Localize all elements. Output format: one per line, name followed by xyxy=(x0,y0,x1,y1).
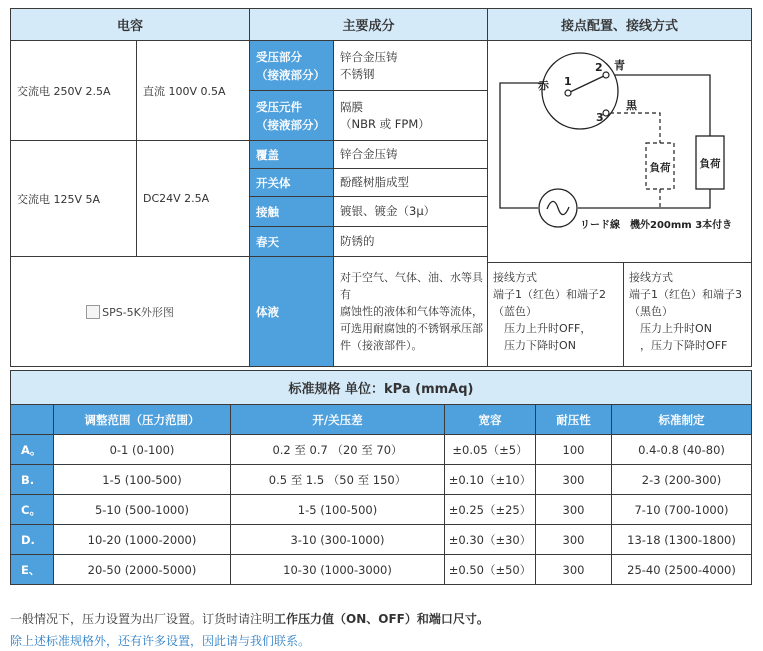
cell-tolerance: ±0.25（±25） xyxy=(445,495,536,525)
product-image-alt: SPS-5K外形图 xyxy=(102,305,174,319)
material-value-spring: 防锈的 xyxy=(334,227,488,257)
table-row xyxy=(11,435,752,465)
red-wire-label: 赤 xyxy=(538,79,550,92)
product-image-placeholder xyxy=(11,257,250,367)
material-label-cover: 覆盖 xyxy=(250,141,334,169)
wiring-method-left: 接线方式 端子1（红色）和端子2（蓝色） 压力上升时OFF， 压力下降时ON xyxy=(488,263,624,367)
cell-differential: 1-5 (100-500) xyxy=(231,495,445,525)
cell-range: 5-10 (500-1000) xyxy=(54,495,231,525)
contact-note: 除上述标准规格外，还有许多设置，因此请与我们联系。 xyxy=(10,634,311,648)
row-label: D. xyxy=(11,525,54,555)
cell-tolerance: ±0.50（±50） xyxy=(445,555,536,585)
cell-standard-setting: 25-40 (2500-4000) xyxy=(612,555,752,585)
row-label: A。 xyxy=(11,435,54,465)
table-row xyxy=(11,465,752,495)
circuit-wire-dashed xyxy=(610,113,660,143)
product-overview-table xyxy=(10,8,752,367)
material-label-contact: 接触 xyxy=(250,197,334,227)
spec-col-pressure-resistance: 耐压性 xyxy=(536,405,612,435)
load1-label: 負荷 xyxy=(649,162,671,174)
cell-range: 1-5 (100-500) xyxy=(54,465,231,495)
row-label: E、 xyxy=(11,555,54,585)
broken-image-icon xyxy=(86,305,100,319)
spec-col-range: 调整范围（压力范围） xyxy=(54,405,231,435)
cell-range: 20-50 (2000-5000) xyxy=(54,555,231,585)
material-value-contact: 镀银、镀金（3μ） xyxy=(334,197,488,227)
spec-title: 标准规格 单位：kPa (mmAq) xyxy=(11,371,752,405)
cell-standard-setting: 13-18 (1300-1800) xyxy=(612,525,752,555)
material-label-pressure-element: 受压元件 （接液部分） xyxy=(250,91,334,141)
cell-differential: 10-30 (1000-3000) xyxy=(231,555,445,585)
cell-differential: 0.2 至 0.7 （20 至 70） xyxy=(231,435,445,465)
terminal2-dot xyxy=(603,72,609,78)
spec-col-differential: 开/关压差 xyxy=(231,405,445,435)
cell-differential: 0.5 至 1.5 （50 至 150） xyxy=(231,465,445,495)
material-label-switch-body: 开关体 xyxy=(250,169,334,197)
lead-wire-label: リード線 機外200mm 3本付き xyxy=(580,220,733,231)
cell-pressure-resistance: 300 xyxy=(536,465,612,495)
cell-tolerance: ±0.10（±10） xyxy=(445,465,536,495)
capacity-dc100: 直流 100V 0.5A xyxy=(137,41,250,141)
table-row xyxy=(11,525,752,555)
spec-col-standard-setting: 标准制定 xyxy=(612,405,752,435)
capacity-ac125: 交流电 125V 5A xyxy=(11,141,137,257)
material-label-pressure-part: 受压部分 （接液部分） xyxy=(250,41,334,91)
material-label-fluid: 体液 xyxy=(250,257,334,367)
circuit-wire-top xyxy=(606,75,710,136)
switch-body xyxy=(542,53,618,129)
terminal3-label: 3 xyxy=(596,111,604,124)
table-row xyxy=(11,495,752,525)
wiring-diagram xyxy=(488,41,750,247)
cell-pressure-resistance: 300 xyxy=(536,525,612,555)
spec-col-tolerance: 宽容 xyxy=(445,405,536,435)
cell-standard-setting: 0.4-0.8 (40-80) xyxy=(612,435,752,465)
material-value-cover: 锌合金压铸 xyxy=(334,141,488,169)
table-row xyxy=(11,555,752,585)
capacity-dc24: DC24V 2.5A xyxy=(137,141,250,257)
cell-range: 10-20 (1000-2000) xyxy=(54,525,231,555)
material-value-pressure-element: 隔膜 （NBR 或 FPM） xyxy=(334,91,488,141)
blue-wire-label: 青 xyxy=(614,59,626,72)
wiring-diagram-cell xyxy=(488,41,752,263)
cell-pressure-resistance: 100 xyxy=(536,435,612,465)
cell-tolerance: ±0.05（±5） xyxy=(445,435,536,465)
spec-col-empty xyxy=(11,405,54,435)
cell-tolerance: ±0.30（±30） xyxy=(445,525,536,555)
cell-standard-setting: 7-10 (700-1000) xyxy=(612,495,752,525)
material-value-switch-body: 酚醛树脂成型 xyxy=(334,169,488,197)
note-text: 一般情况下，压力设置为出厂设置。订货时请注明 xyxy=(10,612,275,626)
cell-range: 0-1 (0-100) xyxy=(54,435,231,465)
cell-pressure-resistance: 300 xyxy=(536,495,612,525)
circuit-wire-bottom xyxy=(578,189,710,208)
material-label-spring: 春天 xyxy=(250,227,334,257)
materials-header: 主要成分 xyxy=(250,9,488,41)
terminal2-label: 2 xyxy=(595,61,603,74)
cell-pressure-resistance: 300 xyxy=(536,555,612,585)
capacity-ac250: 交流电 250V 2.5A xyxy=(11,41,137,141)
wiring-header: 接点配置、接线方式 xyxy=(488,9,752,41)
row-label: C。 xyxy=(11,495,54,525)
row-label: B. xyxy=(11,465,54,495)
note-emphasis: 工作压力值（ON、OFF）和端口尺寸。 xyxy=(274,612,489,626)
capacity-header: 电容 xyxy=(11,9,250,41)
terminal1-dot xyxy=(565,90,571,96)
terminal3-dot xyxy=(603,110,609,116)
factory-setting-note xyxy=(10,610,489,627)
cell-differential: 3-10 (300-1000) xyxy=(231,525,445,555)
terminal1-label: 1 xyxy=(564,75,572,88)
cell-standard-setting: 2-3 (200-300) xyxy=(612,465,752,495)
material-value-pressure-part: 锌合金压铸 不锈钢 xyxy=(334,41,488,91)
black-wire-label: 黒 xyxy=(626,99,638,112)
material-value-fluid: 对于空气、气体、油、水等具有 腐蚀性的液体和气体等流体，可选用耐腐蚀的不锈钢承压部件（接液部件）。 xyxy=(334,257,488,367)
load2-label: 負荷 xyxy=(699,158,721,170)
standard-spec-table xyxy=(10,370,752,585)
wiring-method-right: 接线方式 端子1（红色）和端子3（黑色） 压力上升时ON ，压力下降时OFF xyxy=(624,263,752,367)
